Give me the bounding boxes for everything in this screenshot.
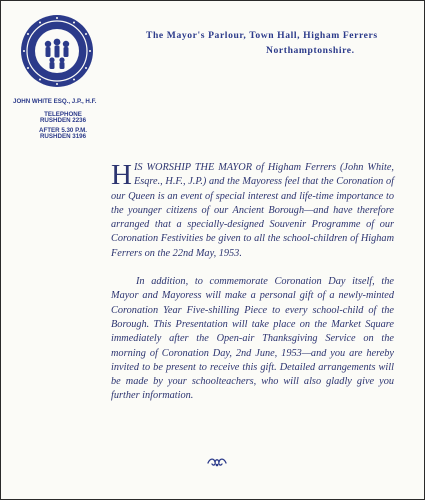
telephone-label: TELEPHONE bbox=[44, 110, 82, 118]
paragraph-1-text: IS WORSHIP THE MAYOR of Higham Ferrers (John White, Esqre., H.F., J.P.) and the Mayoress feel that the Coronation of our Queen is an event of special interest and life-time importance to the younger citizens of our Ancient Borough—and have therefore arranged that a specially-designed Souvenir Programme of our Coronation Festivities be given to all the school-children of Higham Ferrers on the 22nd May, 1953. bbox=[111, 162, 394, 259]
address-line-2: Northamptonshire. bbox=[266, 45, 355, 56]
letter-body bbox=[111, 161, 394, 404]
contact-block bbox=[13, 99, 113, 141]
letterhead-address bbox=[146, 28, 416, 58]
telephone-number: RUSHDEN 2236 bbox=[39, 117, 87, 125]
mayor-name: JOHN WHITE ESQ., J.P., H.F. bbox=[13, 98, 97, 105]
letter-paragraph-2: In addition, to commemorate Coronation Day itself, the Mayor and Mayoress will make a personal gift of a newly-minted Coronation Year Five-shilling Piece to every school-child of the Borough. This Presentation will take place on the Market Square immediately after the Open-air Thanksgiving Service on the morning of Coronation Day, 2nd June, 1953—and you are hereby invited to be present to receive this gift. Detailed arrangements will be made by your schoolteachers, who will also gladly give you further information. bbox=[111, 276, 394, 402]
drop-cap: H bbox=[111, 159, 132, 191]
ornament-flourish-icon bbox=[206, 456, 228, 468]
after-hours-number: RUSHDEN 3196 bbox=[39, 133, 87, 141]
after-hours-label: AFTER 5.30 P.M. bbox=[38, 126, 88, 134]
letter-paragraph-1 bbox=[111, 161, 394, 261]
borough-seal-icon bbox=[19, 13, 95, 89]
address-line-1: The Mayor's Parlour, Town Hall, Higham Ferrers bbox=[146, 30, 378, 41]
